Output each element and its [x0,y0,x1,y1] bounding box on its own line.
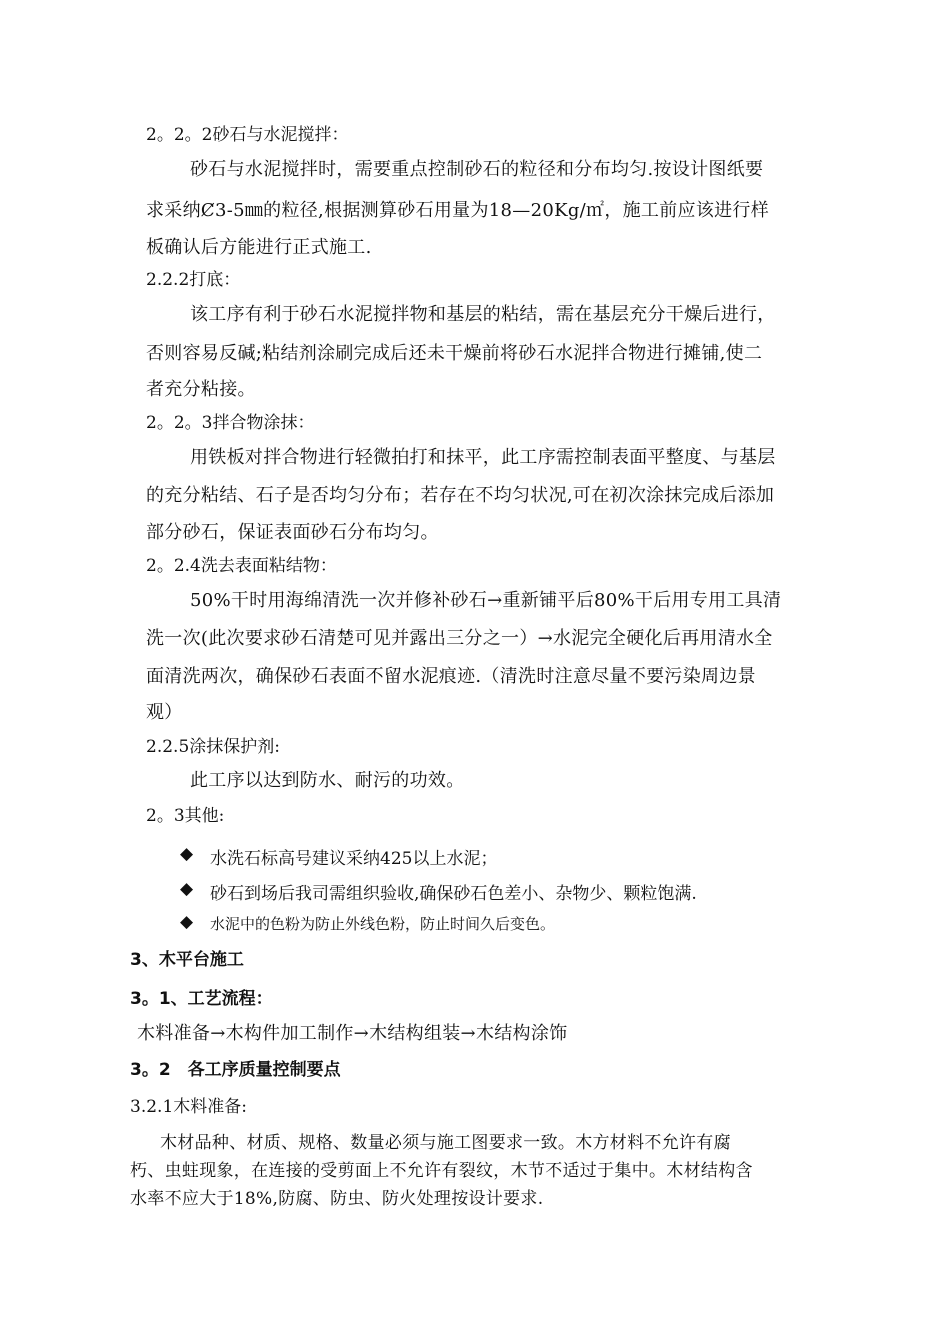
bullet-item [180,844,800,869]
paragraph-line: 面清洗两次，确保砂石表面不留水泥痕迹.（清洗时注意尽量不要污染周边景 [146,666,756,687]
paragraph-line: 该工序有利于砂石水泥搅拌物和基层的粘结，需在基层充分干燥后进行， [190,304,776,325]
diamond-bullet-icon: ◆ [180,844,194,864]
bullet-text: 水洗石标高号建议采纳425以上水泥； [210,849,498,869]
paragraph-line: 用铁板对拌合物进行轻微拍打和抹平，此工序需控制表面平整度、与基层 [190,447,776,468]
section-3-title: 3、木平台施工 [130,950,244,970]
paragraph-line: 朽、虫蛀现象，在连接的受剪面上不允许有裂纹，木节不适过于集中。木材结构含 [130,1161,753,1181]
heading-2-2-3: 2。2。3拌合物涂抹： [146,413,315,433]
paragraph-line: 砂石与水泥搅拌时，需要重点控制砂石的粒径和分布均匀.按设计图纸要 [190,159,764,180]
heading-2-3: 2。3其他: [146,806,225,826]
paragraph-line: 水率不应大于18%,防腐、防虫、防火处理按设计要求. [130,1189,544,1209]
bullet-item [180,913,800,935]
paragraph-line: 观） [146,702,183,723]
paragraph-line: 部分砂石，保证表面砂石分布均匀。 [146,522,439,543]
bullet-item [180,879,800,904]
paragraph-line: 此工序以达到防水、耐污的功效。 [190,770,465,791]
heading-2-2-5: 2.2.5涂抹保护剂: [146,737,280,757]
section-3-2-heading: 3。2 各工序质量控制要点 [130,1060,341,1080]
paragraph-line: 50%干时用海绵清洗一次并修补砂石→重新铺平后80%干后用专用工具清 [190,590,782,611]
process-flow: 木料准备→木构件加工制作→木结构组装→木结构涂饰 [137,1023,568,1044]
bullet-text: 砂石到场后我司需组织验收,确保砂石色差小、杂物少、颗粒饱满. [210,884,697,904]
heading-2-2-4: 2。2.4洗去表面粘结物： [146,556,337,576]
paragraph-line: 否则容易反碱;粘结剂涂刷完成后还未干燥前将砂石水泥拌合物进行摊铺,使二 [146,343,763,364]
paragraph-line: 板确认后方能进行正式施工. [146,237,372,258]
section-3-1-heading: 3。1、工艺流程： [130,989,273,1009]
diamond-bullet-icon: ◆ [180,879,194,899]
heading-2-2-2-base: 2.2.2打底： [146,270,241,290]
bullet-text: 水泥中的色粉为防止外线色粉，防止时间久后变色。 [210,915,556,933]
diamond-bullet-icon: ◆ [180,912,194,932]
paragraph-line: 的充分粘结、石子是否均匀分布；若存在不均匀状况,可在初次涂抹完成后添加 [146,485,775,506]
paragraph-line: 求采纳Ȼ3-5㎜的粒径,根据测算砂石用量为18—20Kg/㎡，施工前应该进行样 [146,200,770,221]
heading-2-2-2-mixing: 2。2。2砂石与水泥搅拌： [146,125,349,145]
paragraph-line: 洗一次(此次要求砂石清楚可见并露出三分之一）→水泥完全硬化后再用清水全 [146,628,773,649]
paragraph-line: 木材品种、材质、规格、数量必须与施工图要求一致。木方材料不允许有腐 [160,1133,731,1153]
paragraph-line: 者充分粘接。 [146,379,256,400]
heading-3-2-1: 3.2.1木料准备: [130,1097,247,1117]
